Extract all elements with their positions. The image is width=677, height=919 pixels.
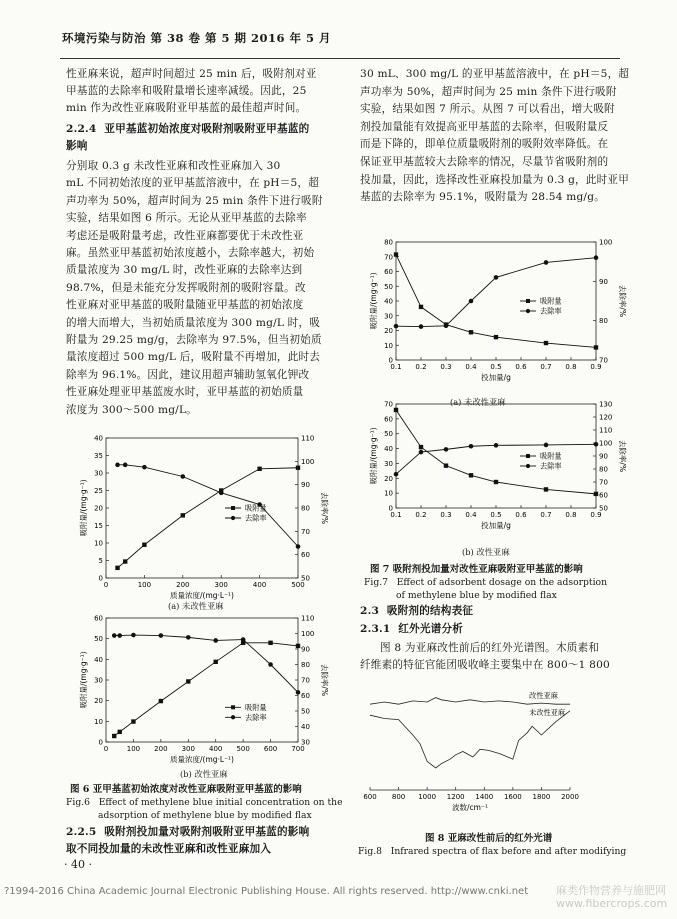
data-point-circle <box>296 544 301 549</box>
fig6b-chart <box>62 612 332 772</box>
x-tick-label: 600 <box>363 793 377 801</box>
text-line: 投加量，因此，选择改性亚麻投加量为 0.3 g，此时亚甲 <box>360 173 630 186</box>
y-tick-label: 30 <box>94 676 103 685</box>
y2-tick-label: 80 <box>301 504 310 513</box>
y2-tick-label: 90 <box>599 277 608 286</box>
y-axis-label: 吸附量/(mg·g⁻¹) <box>369 272 378 330</box>
y2-tick-label: 100 <box>599 439 613 448</box>
data-point-circle <box>296 690 301 695</box>
y-tick-label: 70 <box>384 253 393 262</box>
right-paragraph-2 <box>360 640 630 674</box>
data-point-square <box>469 473 473 477</box>
y2-axis-label: 去除率/% <box>618 284 627 318</box>
data-point-circle <box>117 633 122 638</box>
data-point-circle <box>112 633 117 638</box>
section-heading-225 <box>66 824 346 858</box>
x-tick-label: 500 <box>236 745 250 753</box>
y-tick-label: 30 <box>384 312 393 321</box>
text-line: 浓度为 300～500 mg/L。 <box>66 403 197 416</box>
y-tick-label: 30 <box>94 469 103 478</box>
text-line: 的增大而增大，当初始质量浓度为 300 mg/L 时，吸 <box>66 316 321 329</box>
legend-marker <box>231 705 235 709</box>
x-tick-label: 1200 <box>446 793 465 801</box>
y-tick-label: 20 <box>384 474 393 483</box>
series-label: 改性亚麻 <box>529 691 558 701</box>
x-tick-label: 1000 <box>418 793 437 801</box>
text-line: 分别取 0.3 g 未改性亚麻和改性亚麻加入 30 <box>66 160 281 172</box>
legend-marker <box>231 715 235 719</box>
data-point-square <box>159 699 163 703</box>
y-tick-label: 15 <box>94 522 103 530</box>
data-point-circle <box>419 450 424 455</box>
data-point-circle <box>594 255 599 260</box>
y-tick-label: 50 <box>384 282 393 291</box>
data-point-square <box>296 466 300 470</box>
x-tick-label: 1800 <box>532 793 551 801</box>
legend-label: 吸附量 <box>245 702 267 712</box>
x-tick-label: 0.8 <box>565 363 577 371</box>
data-point-circle <box>444 447 449 452</box>
x-tick-label: 0.4 <box>465 363 477 371</box>
text-line: 剂投加量能有效提高亚甲基蓝的去除率，但吸附量反 <box>360 120 609 133</box>
data-point-circle <box>544 260 549 265</box>
section-heading-224 <box>66 121 336 155</box>
x-tick-label: 0.4 <box>465 511 477 519</box>
data-point-square <box>544 487 548 491</box>
y-tick-label: 0 <box>388 504 393 513</box>
y2-tick-label: 60 <box>301 551 310 560</box>
watermark-line: www.fibercrops.com <box>556 897 668 910</box>
x-tick-label: 600 <box>263 745 278 753</box>
series-line <box>118 468 298 568</box>
x-tick-label: 200 <box>176 581 190 589</box>
text-line: 图 8 为亚麻改性前后的红外光谱图。木质素和 <box>380 642 600 654</box>
data-point-square <box>419 305 423 309</box>
x-tick-label: 0.1 <box>390 511 402 519</box>
y2-tick-label: 80 <box>599 317 608 326</box>
x-axis-label: 质量浓度/(mg·L⁻¹) <box>170 755 234 764</box>
x-tick-label: 200 <box>154 745 168 753</box>
y2-tick-label: 100 <box>301 630 315 638</box>
y2-axis-label: 去除率/% <box>320 491 329 525</box>
data-point-square <box>123 559 127 563</box>
y2-axis-label: 去除率/% <box>618 439 627 473</box>
data-point-circle <box>115 463 120 468</box>
data-point-circle <box>469 299 474 304</box>
x-tick-label: 0.6 <box>515 511 527 519</box>
y-tick-label: 0 <box>98 738 103 747</box>
text-line: 实验，结果如图 7 所示。从图 7 可以看出，增大吸附 <box>360 103 615 116</box>
left-paragraph-1 <box>66 66 336 117</box>
data-point-square <box>112 734 116 738</box>
x-axis-label: 质量浓度/(mg·L⁻¹) <box>170 591 234 600</box>
x-tick-label: 800 <box>391 793 406 801</box>
y-tick-label: 70 <box>384 400 393 409</box>
y-tick-label: 30 <box>384 459 393 468</box>
text-line: 性亚麻对亚甲基蓝的吸附量随亚甲基蓝的初始浓度 <box>66 299 304 312</box>
y2-tick-label: 110 <box>301 434 315 443</box>
y2-tick-label: 60 <box>301 692 310 700</box>
x-tick-label: 0.8 <box>565 511 577 519</box>
x-tick-label: 1600 <box>503 793 522 801</box>
text-line: 考虑还是吸附量考虑，改性亚麻都要优于未改性亚 <box>66 229 304 242</box>
text-line: 附量为 29.25 mg/g，去除率为 97.5%，但当初始质 <box>66 334 322 347</box>
x-tick-label: 300 <box>181 745 195 753</box>
x-tick-label: 0.7 <box>540 363 552 371</box>
y2-tick-label: 40 <box>301 723 310 731</box>
legend-label: 吸附量 <box>540 451 562 461</box>
y-tick-label: 0 <box>98 574 103 583</box>
section-number: 2.2.4 <box>66 123 97 135</box>
data-point-square <box>214 660 218 664</box>
text-line: 而是下降的，即单位质量吸附剂的吸附效率降低。在 <box>360 138 609 151</box>
y2-tick-label: 120 <box>599 413 613 422</box>
fig8-chart <box>360 676 620 826</box>
x-tick-label: 400 <box>209 745 223 753</box>
x-tick-label: 0.2 <box>415 363 427 371</box>
y-tick-label: 10 <box>94 539 103 548</box>
y-tick-label: 10 <box>384 489 393 498</box>
text-line: 98.7%，但是未能充分发挥吸附剂的吸附容量。改 <box>66 281 306 294</box>
legend-marker <box>526 299 530 303</box>
y-tick-label: 40 <box>94 434 103 443</box>
legend-marker <box>231 506 235 510</box>
x-tick-label: 0.1 <box>390 363 402 371</box>
y2-tick-label: 80 <box>599 465 608 474</box>
data-point-circle <box>123 463 128 468</box>
data-point-square <box>131 719 135 723</box>
y2-tick-label: 90 <box>301 481 310 490</box>
y-tick-label: 60 <box>384 268 393 276</box>
data-point-square <box>469 330 473 334</box>
series-label: 未改性亚麻 <box>529 707 566 717</box>
fig6-caption-cn: 图 6 亚甲基蓝初始浓度对改性亚麻吸附亚甲基蓝的影响 <box>70 784 302 795</box>
y2-tick-label: 100 <box>599 238 613 247</box>
x-tick-label: 100 <box>137 581 152 589</box>
x-tick-label: 0 <box>103 745 109 753</box>
data-point-circle <box>394 324 399 329</box>
x-tick-label: 0.9 <box>590 511 602 519</box>
y-tick-label: 25 <box>94 487 103 495</box>
text-line: 实验，结果如图 6 所示。无论从亚甲基蓝的去除率 <box>66 212 307 225</box>
legend-label: 去除率 <box>245 712 267 722</box>
x-tick-label: 1400 <box>475 793 494 801</box>
y2-axis-label: 去除率/% <box>320 663 329 697</box>
data-point-square <box>494 480 498 484</box>
fig6a-chart <box>62 432 332 612</box>
fig7a-subcaption: (a) 未改性亚麻 <box>450 397 506 407</box>
section-number: 2.2.5 <box>66 826 97 838</box>
text-line: 性亚麻处理亚甲基蓝废水时，亚甲基蓝的初始质量 <box>66 386 304 399</box>
series-line <box>396 255 596 348</box>
page-number: · 40 · <box>64 858 92 871</box>
spectrum-line <box>370 711 570 768</box>
text-line: 量浓度超过 500 mg/L 后，吸附量不再增加，此时去 <box>66 351 321 364</box>
y-tick-label: 50 <box>94 635 103 644</box>
header-rule <box>60 58 620 59</box>
data-point-square <box>257 467 261 471</box>
data-point-circle <box>419 324 424 329</box>
text-line: 声功率为 50%，超声时间为 25 min 条件下进行吸附 <box>360 85 617 98</box>
fig8-caption-cn: 图 8 亚麻改性前后的红外光谱 <box>425 833 553 844</box>
x-tick-label: 0.9 <box>590 363 602 371</box>
data-point-circle <box>142 465 147 470</box>
x-tick-label: 0 <box>103 581 109 589</box>
data-point-square <box>142 543 146 547</box>
legend-marker <box>526 309 530 313</box>
x-tick-label: 300 <box>214 581 228 589</box>
fig6a-subcaption: (a) 未改性亚麻 <box>168 601 224 611</box>
fig6-caption-en <box>66 797 343 822</box>
section-title-cont: 影响 <box>66 140 88 153</box>
data-point-square <box>394 252 398 256</box>
y2-tick-label: 90 <box>599 452 608 461</box>
y2-tick-label: 70 <box>301 527 310 536</box>
x-tick-label: 0.2 <box>415 511 427 519</box>
y-tick-label: 20 <box>94 504 103 513</box>
y-axis-label: 吸附量/(mg·g⁻¹) <box>369 427 378 485</box>
series-line <box>118 465 298 547</box>
data-point-square <box>444 463 448 467</box>
section-title: 亚甲基蓝初始浓度对吸附剂吸附亚甲基蓝的 <box>104 123 310 135</box>
plot-frame <box>396 242 596 360</box>
plot-frame <box>106 438 298 578</box>
fig7-caption-en <box>364 577 607 602</box>
text-line: mL 不同初始浓度的亚甲基蓝溶液中，在 pH＝5，超 <box>66 177 320 190</box>
text-line: 质量浓度为 30 mg/L 时，改性亚麻的去除率达到 <box>66 264 303 277</box>
y2-tick-label: 110 <box>599 426 613 435</box>
left-paragraph-2 <box>66 158 341 419</box>
legend-marker <box>526 464 530 468</box>
section-title: 吸附剂的结构表征 <box>386 605 474 617</box>
x-tick-label: 0.5 <box>490 511 502 519</box>
x-axis-label: 投加量/g <box>481 373 511 382</box>
fig7b-chart <box>356 400 628 546</box>
right-paragraph-1 <box>360 66 630 207</box>
text-line: 除率为 96.1%。因此，建议用超声辅助氢氧化钾改 <box>66 368 310 381</box>
data-point-circle <box>241 637 246 642</box>
plot-frame <box>396 404 596 508</box>
data-point-square <box>296 644 300 648</box>
legend-label: 去除率 <box>540 461 562 471</box>
caption-line: of methylene blue by modified flax <box>396 589 557 601</box>
caption-line: Fig.6 Effect of methylene blue initial concentration on the <box>66 797 343 808</box>
x-tick-label: 100 <box>126 745 141 753</box>
text-line: 声功率为 50%，超声时间为 25 min 条件下进行吸附 <box>66 194 323 207</box>
series-line <box>396 258 596 327</box>
legend-label: 吸附量 <box>540 296 562 306</box>
data-point-square <box>594 492 598 496</box>
y2-tick-label: 70 <box>599 356 608 365</box>
legend-label: 去除率 <box>540 306 562 316</box>
fig7-caption-cn: 图 7 吸附剂投加量对改性亚麻吸附亚甲基蓝的影响 <box>370 564 583 575</box>
caption-line: adsorption of methylene blue by modified flax <box>98 809 312 821</box>
data-point-circle <box>186 635 191 640</box>
y-axis-label: 吸附量/(mg·g⁻¹) <box>79 479 88 537</box>
y-tick-label: 20 <box>384 327 393 335</box>
text-line: min 作为改性亚麻吸附亚甲基蓝的最佳超声时间。 <box>66 102 307 115</box>
text-line: 甲基蓝的去除率和吸附量增长速率减缓。因此，25 <box>66 85 307 98</box>
data-point-square <box>118 730 122 734</box>
x-tick-label: 2000 <box>561 793 579 801</box>
y-tick-label: 40 <box>384 445 393 454</box>
copyright-footer: ?1994-2016 China Academic Journal Electronic Publishing House. All rights reserved. http://www.cnki.net <box>4 886 529 897</box>
section-title: 红外光谱分析 <box>398 623 464 635</box>
data-point-square <box>419 445 423 449</box>
fig6b-subcaption: (b) 改性亚麻 <box>180 769 228 779</box>
data-point-square <box>494 335 498 339</box>
series-line <box>114 643 298 736</box>
text-line: 取不同投加量的未改性亚麻和改性亚麻加入 <box>66 843 272 856</box>
data-point-circle <box>469 444 474 449</box>
data-point-circle <box>268 662 273 667</box>
section-heading-23 <box>360 603 473 620</box>
fig7b-subcaption: (b) 改性亚麻 <box>462 547 510 557</box>
x-tick-label: 0.5 <box>490 363 502 371</box>
data-point-circle <box>494 443 499 448</box>
y-tick-label: 40 <box>94 655 103 664</box>
y2-tick-label: 130 <box>599 400 613 409</box>
y2-tick-label: 90 <box>301 645 310 654</box>
section-heading-231 <box>360 621 463 638</box>
text-line: 麻。虽然亚甲基蓝初始浓度越小，去除率越大，初始 <box>66 247 315 260</box>
y-tick-label: 80 <box>384 238 393 247</box>
data-point-circle <box>213 638 218 643</box>
data-point-circle <box>444 323 449 328</box>
watermark-line: 麻类作物营养与施肥网 <box>556 884 666 897</box>
y-tick-label: 10 <box>94 717 103 726</box>
legend-marker <box>231 516 235 520</box>
text-line: 基蓝的去除率为 95.1%，吸附量为 28.54 mg/g。 <box>360 191 605 204</box>
y2-tick-label: 50 <box>301 574 310 583</box>
data-point-circle <box>131 633 136 638</box>
y-tick-label: 0 <box>388 356 393 365</box>
x-axis-label: 波数/cm⁻¹ <box>452 803 488 812</box>
data-point-square <box>186 679 190 683</box>
fig7a-chart <box>356 238 628 398</box>
watermark <box>556 884 667 910</box>
x-tick-label: 700 <box>291 745 305 753</box>
legend-marker <box>526 454 530 458</box>
y2-tick-label: 50 <box>301 707 310 716</box>
y-tick-label: 60 <box>384 415 393 424</box>
y2-tick-label: 50 <box>599 504 608 513</box>
x-axis-label: 投加量/g <box>481 521 511 530</box>
y-tick-label: 60 <box>94 614 103 623</box>
y2-tick-label: 100 <box>301 457 315 466</box>
y2-tick-label: 60 <box>599 491 608 500</box>
data-point-square <box>594 345 598 349</box>
text-line: 保证亚甲基蓝较大去除率的情况，尽量节省吸附剂的 <box>360 155 609 168</box>
x-tick-label: 0.3 <box>440 511 452 519</box>
x-tick-label: 0.3 <box>440 363 452 371</box>
legend-label: 吸附量 <box>245 503 267 513</box>
y-tick-label: 35 <box>94 452 103 460</box>
caption-line: Fig.7 Effect of adsorbent dosage on the adsorption <box>364 577 607 588</box>
data-point-square <box>115 566 119 570</box>
data-point-square <box>544 341 548 345</box>
y-tick-label: 5 <box>98 557 103 565</box>
data-point-circle <box>394 472 399 477</box>
text-line: 纤维素的特征官能团吸收峰主要集中在 800～1 800 <box>360 659 611 672</box>
data-point-circle <box>219 491 224 496</box>
section-number: 2.3 <box>360 605 380 617</box>
text-line: 30 mL、300 mg/L 的亚甲基蓝溶液中，在 pH＝5，超 <box>360 68 630 80</box>
fig8-caption-en: Fig.8 Infrared spectra of flax before and after modifying <box>358 846 627 857</box>
series-line <box>396 444 596 474</box>
data-point-square <box>181 513 185 517</box>
y-tick-label: 10 <box>384 341 393 350</box>
data-point-square <box>394 408 398 412</box>
data-point-circle <box>181 474 186 479</box>
section-title: 吸附剂投加量对吸附剂吸附亚甲基蓝的影响 <box>104 826 310 838</box>
y2-tick-label: 70 <box>301 676 310 685</box>
y2-tick-label: 30 <box>301 738 310 747</box>
y-tick-label: 50 <box>384 430 393 439</box>
legend-label: 去除率 <box>245 513 267 523</box>
y2-tick-label: 80 <box>301 661 310 669</box>
data-point-circle <box>544 443 549 448</box>
y2-tick-label: 70 <box>599 478 608 487</box>
y-tick-label: 40 <box>384 297 393 306</box>
section-number: 2.3.1 <box>360 623 391 635</box>
x-tick-label: 400 <box>252 581 267 589</box>
data-point-square <box>268 641 272 645</box>
data-point-circle <box>494 275 499 280</box>
y-axis-label: 吸附量/(mg·g⁻¹) <box>79 651 88 709</box>
x-tick-label: 0.7 <box>540 511 552 519</box>
x-tick-label: 0.6 <box>515 363 527 371</box>
y2-tick-label: 110 <box>301 614 315 623</box>
data-point-circle <box>594 442 599 447</box>
x-tick-label: 500 <box>291 581 305 589</box>
text-line: 性亚麻来说，超声时间超过 25 min 后，吸附剂对亚 <box>66 68 317 80</box>
data-point-circle <box>159 633 164 638</box>
journal-header: 环境污染与防治 第 38 卷 第 5 期 2016 年 5 月 <box>62 31 332 45</box>
y-tick-label: 20 <box>94 697 103 706</box>
